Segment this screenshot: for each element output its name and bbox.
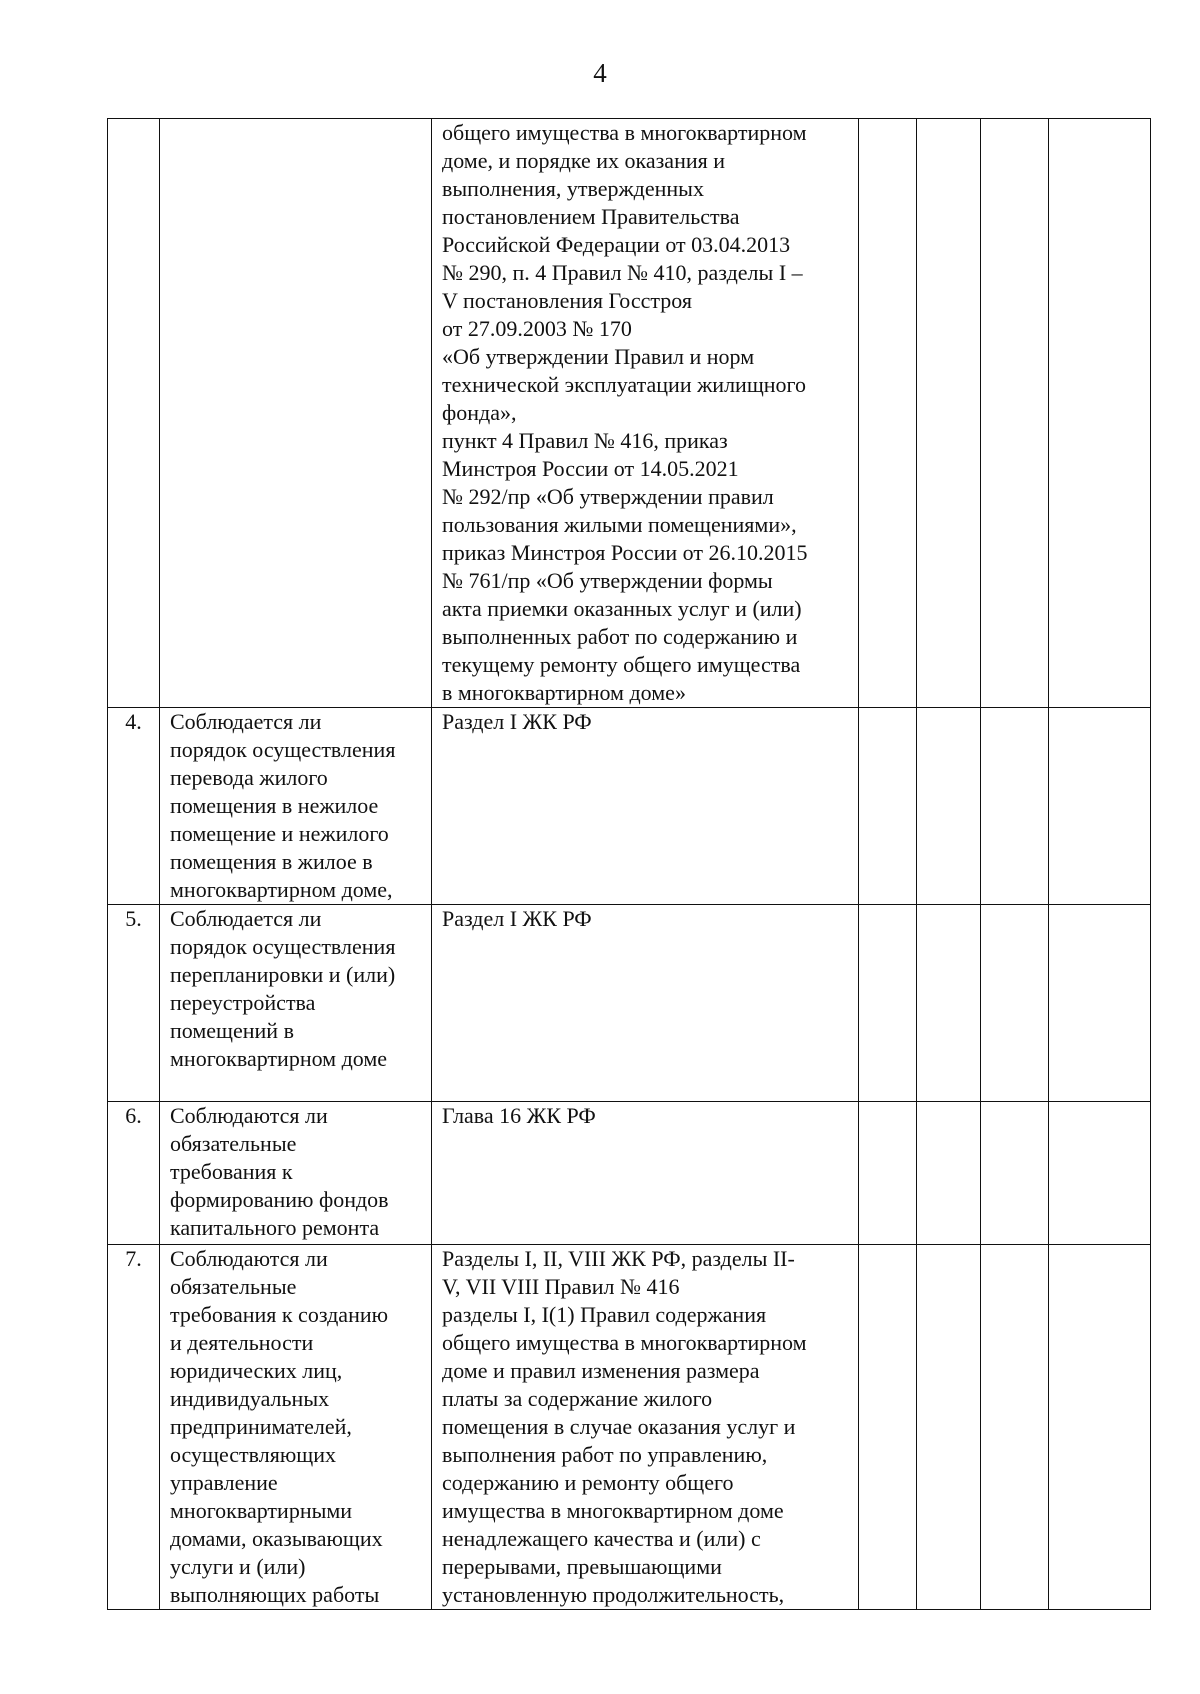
cell-text-line: общего имущества в многоквартирном	[442, 120, 807, 145]
answer-no-cell	[917, 119, 981, 708]
cell-text-line: «Об утверждении Правил и норм	[442, 344, 755, 369]
cell-text-line: в многоквартирном доме»	[442, 680, 686, 705]
cell-text-line: выполняющих работы	[170, 1582, 380, 1607]
cell-text-line: требования к	[170, 1159, 293, 1184]
answer-na-cell	[981, 119, 1049, 708]
cell-text-line: имущества в многоквартирном доме	[442, 1498, 784, 1523]
note-cell	[1049, 119, 1151, 708]
cell-text-line: перепланировки и (или)	[170, 962, 396, 987]
cell-text-line: платы за содержание жилого	[442, 1386, 713, 1411]
answer-no-cell	[917, 1102, 981, 1245]
answer-yes-cell	[859, 119, 917, 708]
cell-text-line: от 27.09.2003 № 170	[442, 316, 632, 341]
legal-basis-cell	[432, 708, 859, 905]
cell-text-line: перерывами, превышающими	[442, 1554, 722, 1579]
cell-text-line: приказ Минстроя России от 26.10.2015	[442, 540, 808, 565]
cell-text-line: порядок осуществления	[170, 737, 396, 762]
cell-text-line: доме, и порядке их оказания и	[442, 148, 726, 173]
cell-text-line: установленную продолжительность,	[442, 1582, 785, 1607]
cell-text-line: пункт 4 Правил № 416, приказ	[442, 428, 728, 453]
cell-text-line: осуществляющих	[170, 1442, 336, 1467]
cell-text-line: требования к созданию	[170, 1302, 389, 1327]
cell-text-line: услуги и (или)	[170, 1554, 306, 1579]
page-number: 4	[593, 58, 607, 88]
cell-text-line: обязательные	[170, 1274, 297, 1299]
cell-text-line: № 292/пр «Об утверждении правил	[442, 484, 774, 509]
answer-yes-cell	[859, 708, 917, 905]
answer-na-cell	[981, 1102, 1049, 1245]
cell-text-line: № 290, п. 4 Правил № 410, разделы I –	[442, 260, 803, 285]
legal-basis-cell	[432, 119, 859, 708]
table-row	[108, 708, 1151, 905]
note-cell	[1049, 708, 1151, 905]
row-number	[108, 119, 160, 708]
cell-text-line: многоквартирном доме	[170, 1046, 388, 1071]
cell-text-line: фонда»,	[442, 400, 517, 425]
cell-text-line: помещения в нежилое	[170, 793, 379, 818]
cell-text-line: управление	[170, 1470, 278, 1495]
cell-text-line: постановлением Правительства	[442, 204, 740, 229]
cell-text-line: Соблюдаются ли	[170, 1246, 328, 1271]
note-cell	[1049, 905, 1151, 1102]
cell-text-line: акта приемки оказанных услуг и (или)	[442, 596, 802, 621]
cell-text-line: помещения в случае оказания услуг и	[442, 1414, 796, 1439]
cell-text-line: V, VII VIII Правил № 416	[442, 1274, 680, 1299]
question-cell	[160, 119, 432, 708]
cell-text-line: помещения в жилое в	[170, 849, 373, 874]
cell-text-line: Раздел I ЖК РФ	[442, 906, 592, 931]
legal-basis-cell	[432, 1102, 859, 1245]
table-row	[108, 1102, 1151, 1245]
cell-text-line: помещение и нежилого	[170, 821, 389, 846]
cell-text-line: общего имущества в многоквартирном	[442, 1330, 807, 1355]
row-number: 7.	[108, 1245, 160, 1610]
cell-text-line: Российской Федерации от 03.04.2013	[442, 232, 791, 257]
legal-basis-cell	[432, 1245, 859, 1610]
cell-text-line: индивидуальных	[170, 1386, 330, 1411]
cell-text-line: выполненных работ по содержанию и	[442, 624, 798, 649]
answer-na-cell	[981, 1245, 1049, 1610]
answer-no-cell	[917, 1245, 981, 1610]
cell-text-line: обязательные	[170, 1131, 297, 1156]
answer-yes-cell	[859, 1102, 917, 1245]
cell-text-line: Соблюдается ли	[170, 906, 322, 931]
question-cell	[160, 708, 432, 905]
question-cell	[160, 905, 432, 1102]
row-number: 6.	[108, 1102, 160, 1245]
table-row	[108, 1245, 1151, 1610]
cell-text-line: разделы I, I(1) Правил содержания	[442, 1302, 767, 1327]
cell-text-line: выполнения работ по управлению,	[442, 1442, 768, 1467]
cell-text-line: Разделы I, II, VIII ЖК РФ, разделы II-	[442, 1246, 795, 1271]
cell-text-line: выполнения, утвержденных	[442, 176, 704, 201]
answer-no-cell	[917, 905, 981, 1102]
cell-text-line: Глава 16 ЖК РФ	[442, 1103, 596, 1128]
cell-text-line: Минстроя России от 14.05.2021	[442, 456, 739, 481]
cell-text-line: V постановления Госстроя	[442, 288, 692, 313]
cell-text-line: переустройства	[170, 990, 316, 1015]
cell-text-line: Раздел I ЖК РФ	[442, 709, 592, 734]
cell-text-line: пользования жилыми помещениями»,	[442, 512, 797, 537]
cell-text-line: помещений в	[170, 1018, 294, 1043]
cell-text-line: технической эксплуатации жилищного	[442, 372, 807, 397]
cell-text-line: Соблюдается ли	[170, 709, 322, 734]
cell-text-line: многоквартирными	[170, 1498, 353, 1523]
cell-text-line: и деятельности	[170, 1330, 314, 1355]
answer-na-cell	[981, 708, 1049, 905]
cell-text-line: порядок осуществления	[170, 934, 396, 959]
answer-yes-cell	[859, 905, 917, 1102]
note-cell	[1049, 1102, 1151, 1245]
cell-text-line: формированию фондов	[170, 1187, 389, 1212]
cell-text-line: Соблюдаются ли	[170, 1103, 328, 1128]
answer-no-cell	[917, 708, 981, 905]
table-row	[108, 119, 1151, 708]
requirements-table	[107, 118, 1151, 1610]
cell-text-line: многоквартирном доме,	[170, 877, 393, 902]
row-number: 5.	[108, 905, 160, 1102]
question-cell	[160, 1245, 432, 1610]
cell-text-line: юридических лиц,	[170, 1358, 343, 1383]
cell-text-line: ненадлежащего качества и (или) с	[442, 1526, 761, 1551]
table-row	[108, 905, 1151, 1102]
cell-text-line: содержанию и ремонту общего	[442, 1470, 734, 1495]
note-cell	[1049, 1245, 1151, 1610]
cell-text-line: капитального ремонта	[170, 1215, 380, 1240]
question-cell	[160, 1102, 432, 1245]
cell-text-line: перевода жилого	[170, 765, 328, 790]
cell-text-line: предпринимателей,	[170, 1414, 352, 1439]
row-number: 4.	[108, 708, 160, 905]
cell-text-line: № 761/пр «Об утверждении формы	[442, 568, 773, 593]
cell-text-line: доме и правил изменения размера	[442, 1358, 760, 1383]
cell-text-line: домами, оказывающих	[170, 1526, 383, 1551]
answer-yes-cell	[859, 1245, 917, 1610]
cell-text-line: текущему ремонту общего имущества	[442, 652, 801, 677]
legal-basis-cell	[432, 905, 859, 1102]
answer-na-cell	[981, 905, 1049, 1102]
